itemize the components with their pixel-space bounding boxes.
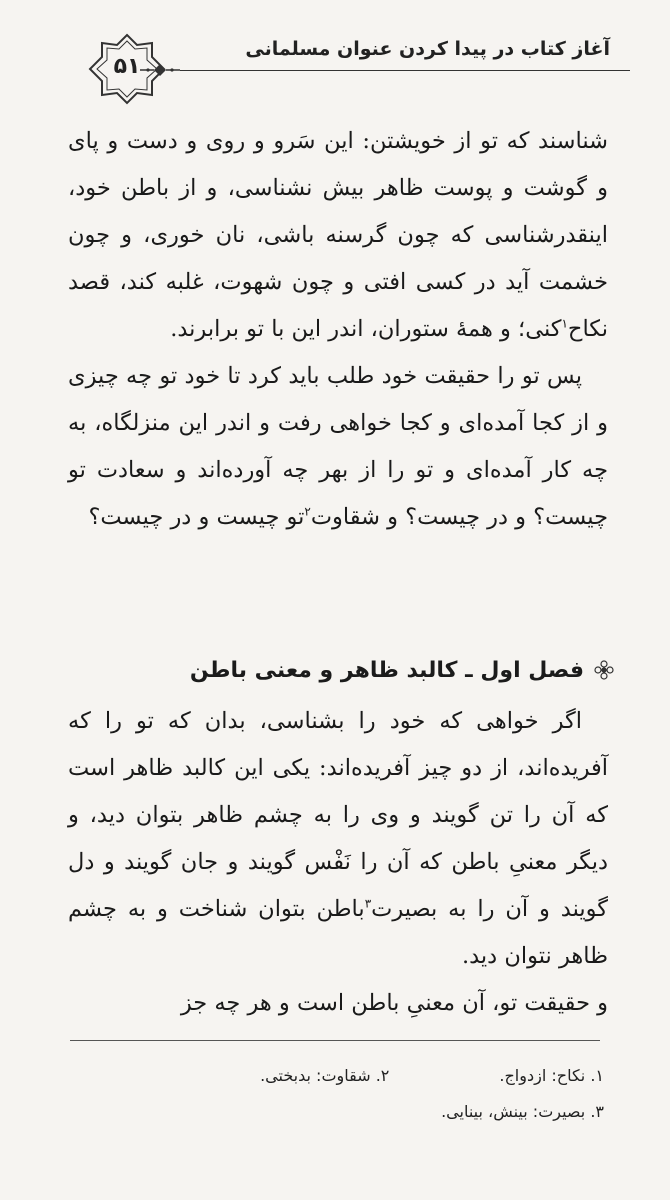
running-title: آغاز کتاب در پیدا کردن عنوان مسلمانی [245, 38, 610, 60]
paragraph [68, 698, 608, 980]
section-heading [68, 648, 614, 694]
footnote-1: ۱. نکاح: ازدواج. [499, 1066, 604, 1085]
paragraph-text: شناسند که تو از خویشتن: این سَرو و روی و دست و پای و گوشت و پوست ظاهر بیش نشناسی، و از باطن خود، اینقدرشناسی که چون گرسنه باشی، نان خوری، و چون خشمت آید در کسی افتی و چون شهوت، غلبه کند، قصد نکاح [68, 128, 608, 342]
page-number-badge [82, 32, 172, 106]
paragraph [68, 353, 608, 541]
paragraph-text: باطن بتوان شناخت و به چشم ظاهر نتوان دید. [68, 896, 608, 969]
footnote-2: ۲. شقاوت: بدبختی. [260, 1066, 390, 1085]
running-header [60, 30, 630, 100]
paragraph [68, 980, 608, 1027]
paragraph-text: پس تو را حقیقت خود طلب باید کرد تا خود تو چه چیزی و از کجا آمده‌ای و کجا خواهی رفت و اندر این منزلگاه، به چه کار آمده‌ای و تو را از بهر چه آورده‌اند و سعادت تو چیست؟ و در چیست؟ و شقاوت [68, 363, 608, 530]
footnote-ref: ۱ [561, 316, 568, 331]
page-number: ۵۱ [113, 54, 141, 79]
section-title: فصل اول ـ کالبد ظاهر و معنی باطن [189, 658, 584, 683]
body-text [68, 118, 608, 541]
footnote-ref: ۳ [364, 896, 372, 911]
paragraph-text: تو چیست و در چیست؟ [88, 504, 305, 530]
paragraph-text: و حقیقت تو، آن معنیِ باطن است و هر چه جز [180, 990, 608, 1016]
footnote-3: ۳. بصیرت: بینش، بینایی. [441, 1102, 604, 1121]
paragraph [68, 118, 608, 353]
header-rule [180, 70, 630, 71]
flower-icon [594, 660, 614, 680]
section-body-text [68, 698, 608, 1027]
footnote-row [64, 1058, 604, 1094]
paragraph-text: اگر خواهی که خود را بشناسی، بدان که تو را که آفریده‌اند، از دو چیز آفریده‌اند: یکی این کالبد ظاهر است که آن را تن گویند و وی را به چشم ظاهر بتوان دید، و دیگر معنیِ باطن که آن را نَفْس گویند و جان گویند و دل گویند و آن را به بصیرت [68, 708, 609, 922]
paragraph-text: کنی؛ و همهٔ ستوران، اندر این با تو برابرند. [170, 316, 562, 342]
footnote-rule [70, 1040, 600, 1041]
footnotes [64, 1058, 604, 1130]
footnote-row [64, 1094, 604, 1130]
footnote-ref: ۲ [304, 504, 311, 519]
